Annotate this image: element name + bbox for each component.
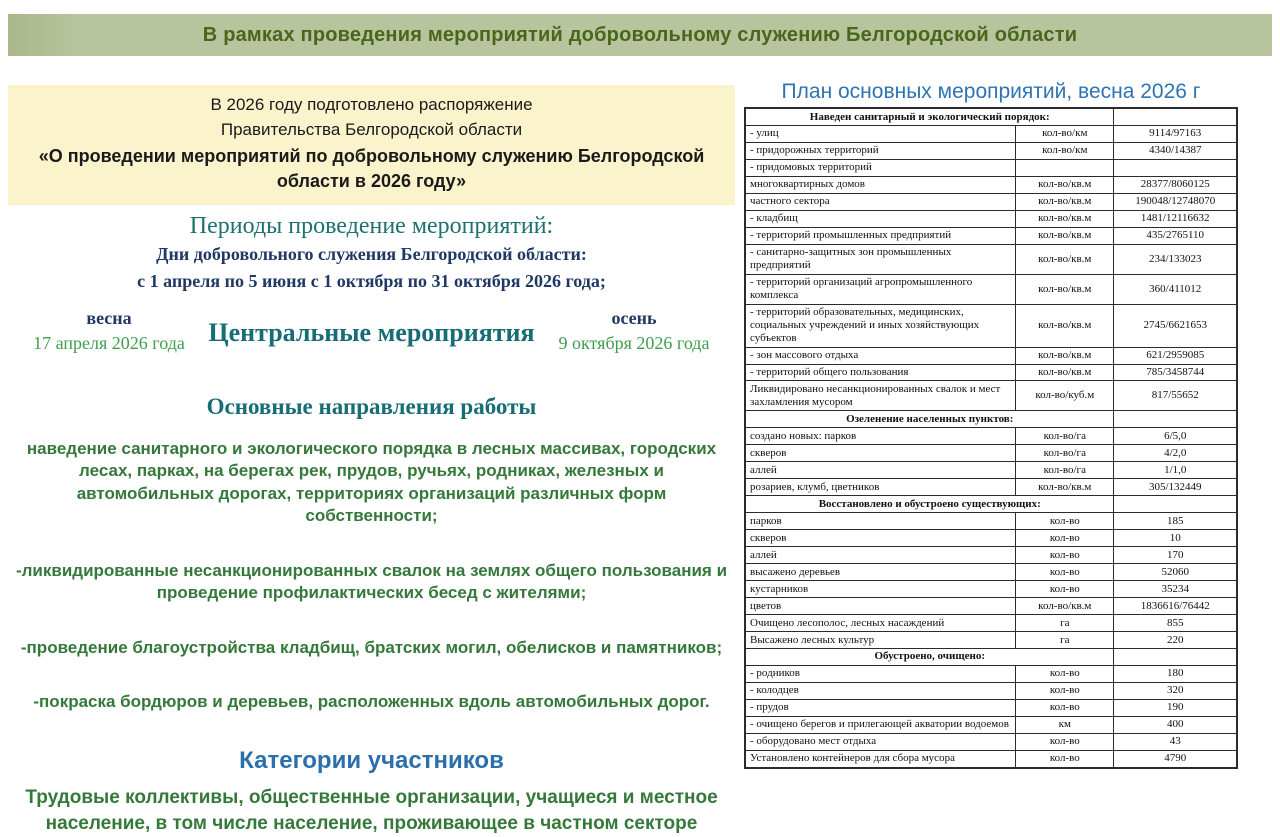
table-row (745, 159, 1237, 176)
label-cell: - оборудовано мест отдыха (745, 733, 1016, 750)
value-cell: 435/2765110 (1114, 227, 1237, 244)
value-cell: 817/55652 (1114, 381, 1237, 411)
unit-cell: кол-во/кв.м (1016, 598, 1114, 615)
unit-cell: га (1016, 632, 1114, 649)
value-cell: 28377/8060125 (1114, 176, 1237, 193)
unit-cell: кол-во/кв.м (1016, 364, 1114, 381)
autumn-date: 9 октября 2026 года (558, 332, 710, 353)
table-row (745, 733, 1237, 750)
label-cell: - колодцев (745, 682, 1016, 699)
section-label-cell: Восстановлено и обустроено существующих: (745, 496, 1114, 513)
section-label-cell: Наведен санитарный и экологический порядок: (745, 108, 1114, 125)
value-cell: 1/1,0 (1114, 462, 1237, 479)
value-cell: 785/3458744 (1114, 364, 1237, 381)
label-cell: - улиц (745, 125, 1016, 142)
table-row (745, 513, 1237, 530)
autumn-label: осень (611, 307, 657, 328)
value-cell: 52060 (1114, 564, 1237, 581)
unit-cell: кол-во (1016, 564, 1114, 581)
spring-date: 17 апреля 2026 года (33, 332, 185, 353)
unit-cell: кол-во (1016, 513, 1114, 530)
value-cell: 190048/12748070 (1114, 193, 1237, 210)
table-row (745, 581, 1237, 598)
table-row (745, 598, 1237, 615)
table-row (745, 479, 1237, 496)
unit-cell: кол-во/га (1016, 462, 1114, 479)
left-column (8, 85, 735, 837)
table-row (745, 445, 1237, 462)
label-cell: розариев, клумб, цветников (745, 479, 1016, 496)
spring-block (14, 308, 204, 354)
value-cell: 170 (1114, 547, 1237, 564)
label-cell: скверов (745, 530, 1016, 547)
unit-cell: кол-во/кв.м (1016, 193, 1114, 210)
table-row (745, 125, 1237, 142)
unit-cell: кол-во/кв.м (1016, 227, 1114, 244)
label-cell: Ликвидировано несанкционированных свалок и мест захламления мусором (745, 381, 1016, 411)
table-row (745, 699, 1237, 716)
direction-item-1: наведение санитарного и экологического порядка в лесных массивах, городских лесах, парках, на берегах рек, прудов, ручьях, родниках, железных и автомобильных дорогах, территориях организаций различных форм собственности; (26, 438, 717, 526)
unit-cell: кол-во/кв.м (1016, 347, 1114, 364)
value-cell: 6/5,0 (1114, 428, 1237, 445)
label-cell: - санитарно-защитных зон промышленных предприятий (745, 244, 1016, 274)
unit-cell: кол-во (1016, 733, 1114, 750)
table-row (745, 682, 1237, 699)
label-cell: аллей (745, 547, 1016, 564)
value-cell: 180 (1114, 665, 1237, 682)
decree-line3: «О проведении мероприятий по добровольному служению Белгородской области в 2026 году» (38, 146, 705, 191)
unit-cell: га (1016, 615, 1114, 632)
table-row (745, 632, 1237, 649)
right-column (744, 80, 1238, 769)
unit-cell: кол-во (1016, 682, 1114, 699)
slide-title-bar (8, 14, 1272, 56)
spring-label: весна (86, 307, 132, 328)
label-cell: Установлено контейнеров для сбора мусора (745, 750, 1016, 767)
value-cell (1114, 411, 1237, 428)
table-section-row (745, 411, 1237, 428)
table-row (745, 530, 1237, 547)
label-cell: - территорий промышленных предприятий (745, 227, 1016, 244)
section-label-cell: Озеленение населенных пунктов: (745, 411, 1114, 428)
value-cell: 855 (1114, 615, 1237, 632)
decree-box (8, 85, 735, 205)
unit-cell: кол-во/кв.м (1016, 210, 1114, 227)
unit-cell (1016, 159, 1114, 176)
table-row (745, 274, 1237, 304)
unit-cell: кол-во/кв.м (1016, 176, 1114, 193)
value-cell: 4/2,0 (1114, 445, 1237, 462)
value-cell (1114, 648, 1237, 665)
unit-cell: кол-во/га (1016, 428, 1114, 445)
label-cell: кустарников (745, 581, 1016, 598)
periods-heading: Периоды проведение мероприятий: (189, 212, 554, 239)
value-cell: 234/133023 (1114, 244, 1237, 274)
table-row (745, 750, 1237, 767)
categories-heading: Категории участников (239, 747, 504, 775)
table-row (745, 193, 1237, 210)
label-cell: высажено деревьев (745, 564, 1016, 581)
table-section-row (745, 496, 1237, 513)
value-cell: 185 (1114, 513, 1237, 530)
value-cell: 320 (1114, 682, 1237, 699)
periods-dates: с 1 апреля по 5 июня с 1 октября по 31 октября 2026 года; (137, 270, 606, 291)
label-cell: парков (745, 513, 1016, 530)
unit-cell: кол-во/км (1016, 142, 1114, 159)
label-cell: - территорий организаций агропромышленного комплекса (745, 274, 1016, 304)
label-cell: Очищено лесополос, лесных насаждений (745, 615, 1016, 632)
label-cell: частного сектора (745, 193, 1016, 210)
table-row (745, 364, 1237, 381)
label-cell: аллей (745, 462, 1016, 479)
unit-cell: кол-во (1016, 665, 1114, 682)
table-row (745, 462, 1237, 479)
table-row (745, 428, 1237, 445)
value-cell (1114, 159, 1237, 176)
value-cell (1114, 496, 1237, 513)
unit-cell: кол-во/кв.м (1016, 274, 1114, 304)
table-row (745, 716, 1237, 733)
value-cell: 220 (1114, 632, 1237, 649)
periods-subheading: Дни добровольного служения Белгородской области: (156, 243, 587, 264)
plan-table (744, 107, 1238, 769)
unit-cell: кол-во/кв.м (1016, 244, 1114, 274)
direction-item-2: -ликвидированные несанкционированных свалок на землях общего пользования и проведение профилактических бесед с жителями; (15, 560, 728, 603)
unit-cell: кол-во (1016, 547, 1114, 564)
unit-cell: кол-во (1016, 530, 1114, 547)
autumn-block (539, 308, 729, 354)
table-row (745, 347, 1237, 364)
label-cell: скверов (745, 445, 1016, 462)
table-row (745, 564, 1237, 581)
label-cell: - кладбищ (745, 210, 1016, 227)
table-row (745, 665, 1237, 682)
table-row (745, 142, 1237, 159)
unit-cell: кол-во (1016, 750, 1114, 767)
label-cell: многоквартирных домов (745, 176, 1016, 193)
label-cell: Высажено лесных культур (745, 632, 1016, 649)
slide-title: В рамках проведения мероприятий добровольному служению Белгородской области (202, 23, 1078, 46)
unit-cell: км (1016, 716, 1114, 733)
value-cell: 1481/12116632 (1114, 210, 1237, 227)
table-section-row (745, 108, 1237, 125)
value-cell: 35234 (1114, 581, 1237, 598)
table-row (745, 304, 1237, 347)
categories-text: Трудовые коллективы, общественные организации, учащиеся и местное население, в том числе население, проживающее в частном секторе (25, 787, 718, 835)
directions-heading: Основные направления работы (206, 393, 537, 419)
table-row (745, 615, 1237, 632)
unit-cell: кол-во/га (1016, 445, 1114, 462)
table-row (745, 381, 1237, 411)
value-cell: 10 (1114, 530, 1237, 547)
value-cell: 305/132449 (1114, 479, 1237, 496)
value-cell: 190 (1114, 699, 1237, 716)
plan-table-title: План основных мероприятий, весна 2026 г (781, 80, 1201, 103)
unit-cell: кол-во/кв.м (1016, 304, 1114, 347)
table-section-row (745, 648, 1237, 665)
label-cell: цветов (745, 598, 1016, 615)
decree-line1: В 2026 году подготовлено распоряжение (210, 95, 533, 114)
unit-cell: кол-во/кв.м (1016, 479, 1114, 496)
value-cell (1114, 108, 1237, 125)
unit-cell: кол-во (1016, 699, 1114, 716)
decree-line2: Правительства Белгородской области (220, 119, 523, 139)
unit-cell: кол-во (1016, 581, 1114, 598)
label-cell: - зон массового отдыха (745, 347, 1016, 364)
label-cell: - придорожных территорий (745, 142, 1016, 159)
value-cell: 2745/6621653 (1114, 304, 1237, 347)
table-row (745, 176, 1237, 193)
value-cell: 400 (1114, 716, 1237, 733)
value-cell: 43 (1114, 733, 1237, 750)
plan-table-body (745, 108, 1237, 768)
table-row (745, 244, 1237, 274)
label-cell: - очищено берегов и прилегающей акватории водоемов (745, 716, 1016, 733)
label-cell: - прудов (745, 699, 1016, 716)
table-row (745, 227, 1237, 244)
label-cell: создано новых: парков (745, 428, 1016, 445)
central-events-row (8, 308, 735, 354)
central-events-title: Центральные мероприятия (208, 317, 535, 347)
label-cell: - территорий общего пользования (745, 364, 1016, 381)
table-row (745, 210, 1237, 227)
value-cell: 9114/97163 (1114, 125, 1237, 142)
label-cell: - придомовых территорий (745, 159, 1016, 176)
value-cell: 360/411012 (1114, 274, 1237, 304)
value-cell: 4790 (1114, 750, 1237, 767)
direction-item-3: -проведение благоустройства кладбищ, братских могил, обелисков и памятников; (20, 637, 723, 657)
unit-cell: кол-во/куб.м (1016, 381, 1114, 411)
direction-item-4: -покраска бордюров и деревьев, расположенных вдоль автомобильных дорог. (33, 691, 710, 711)
value-cell: 1836616/76442 (1114, 598, 1237, 615)
value-cell: 621/2959085 (1114, 347, 1237, 364)
label-cell: - родников (745, 665, 1016, 682)
unit-cell: кол-во/км (1016, 125, 1114, 142)
section-label-cell: Обустроено, очищено: (745, 648, 1114, 665)
table-row (745, 547, 1237, 564)
value-cell: 4340/14387 (1114, 142, 1237, 159)
label-cell: - территорий образовательных, медицинских, социальных учреждений и иных хозяйствующих субъектов (745, 304, 1016, 347)
